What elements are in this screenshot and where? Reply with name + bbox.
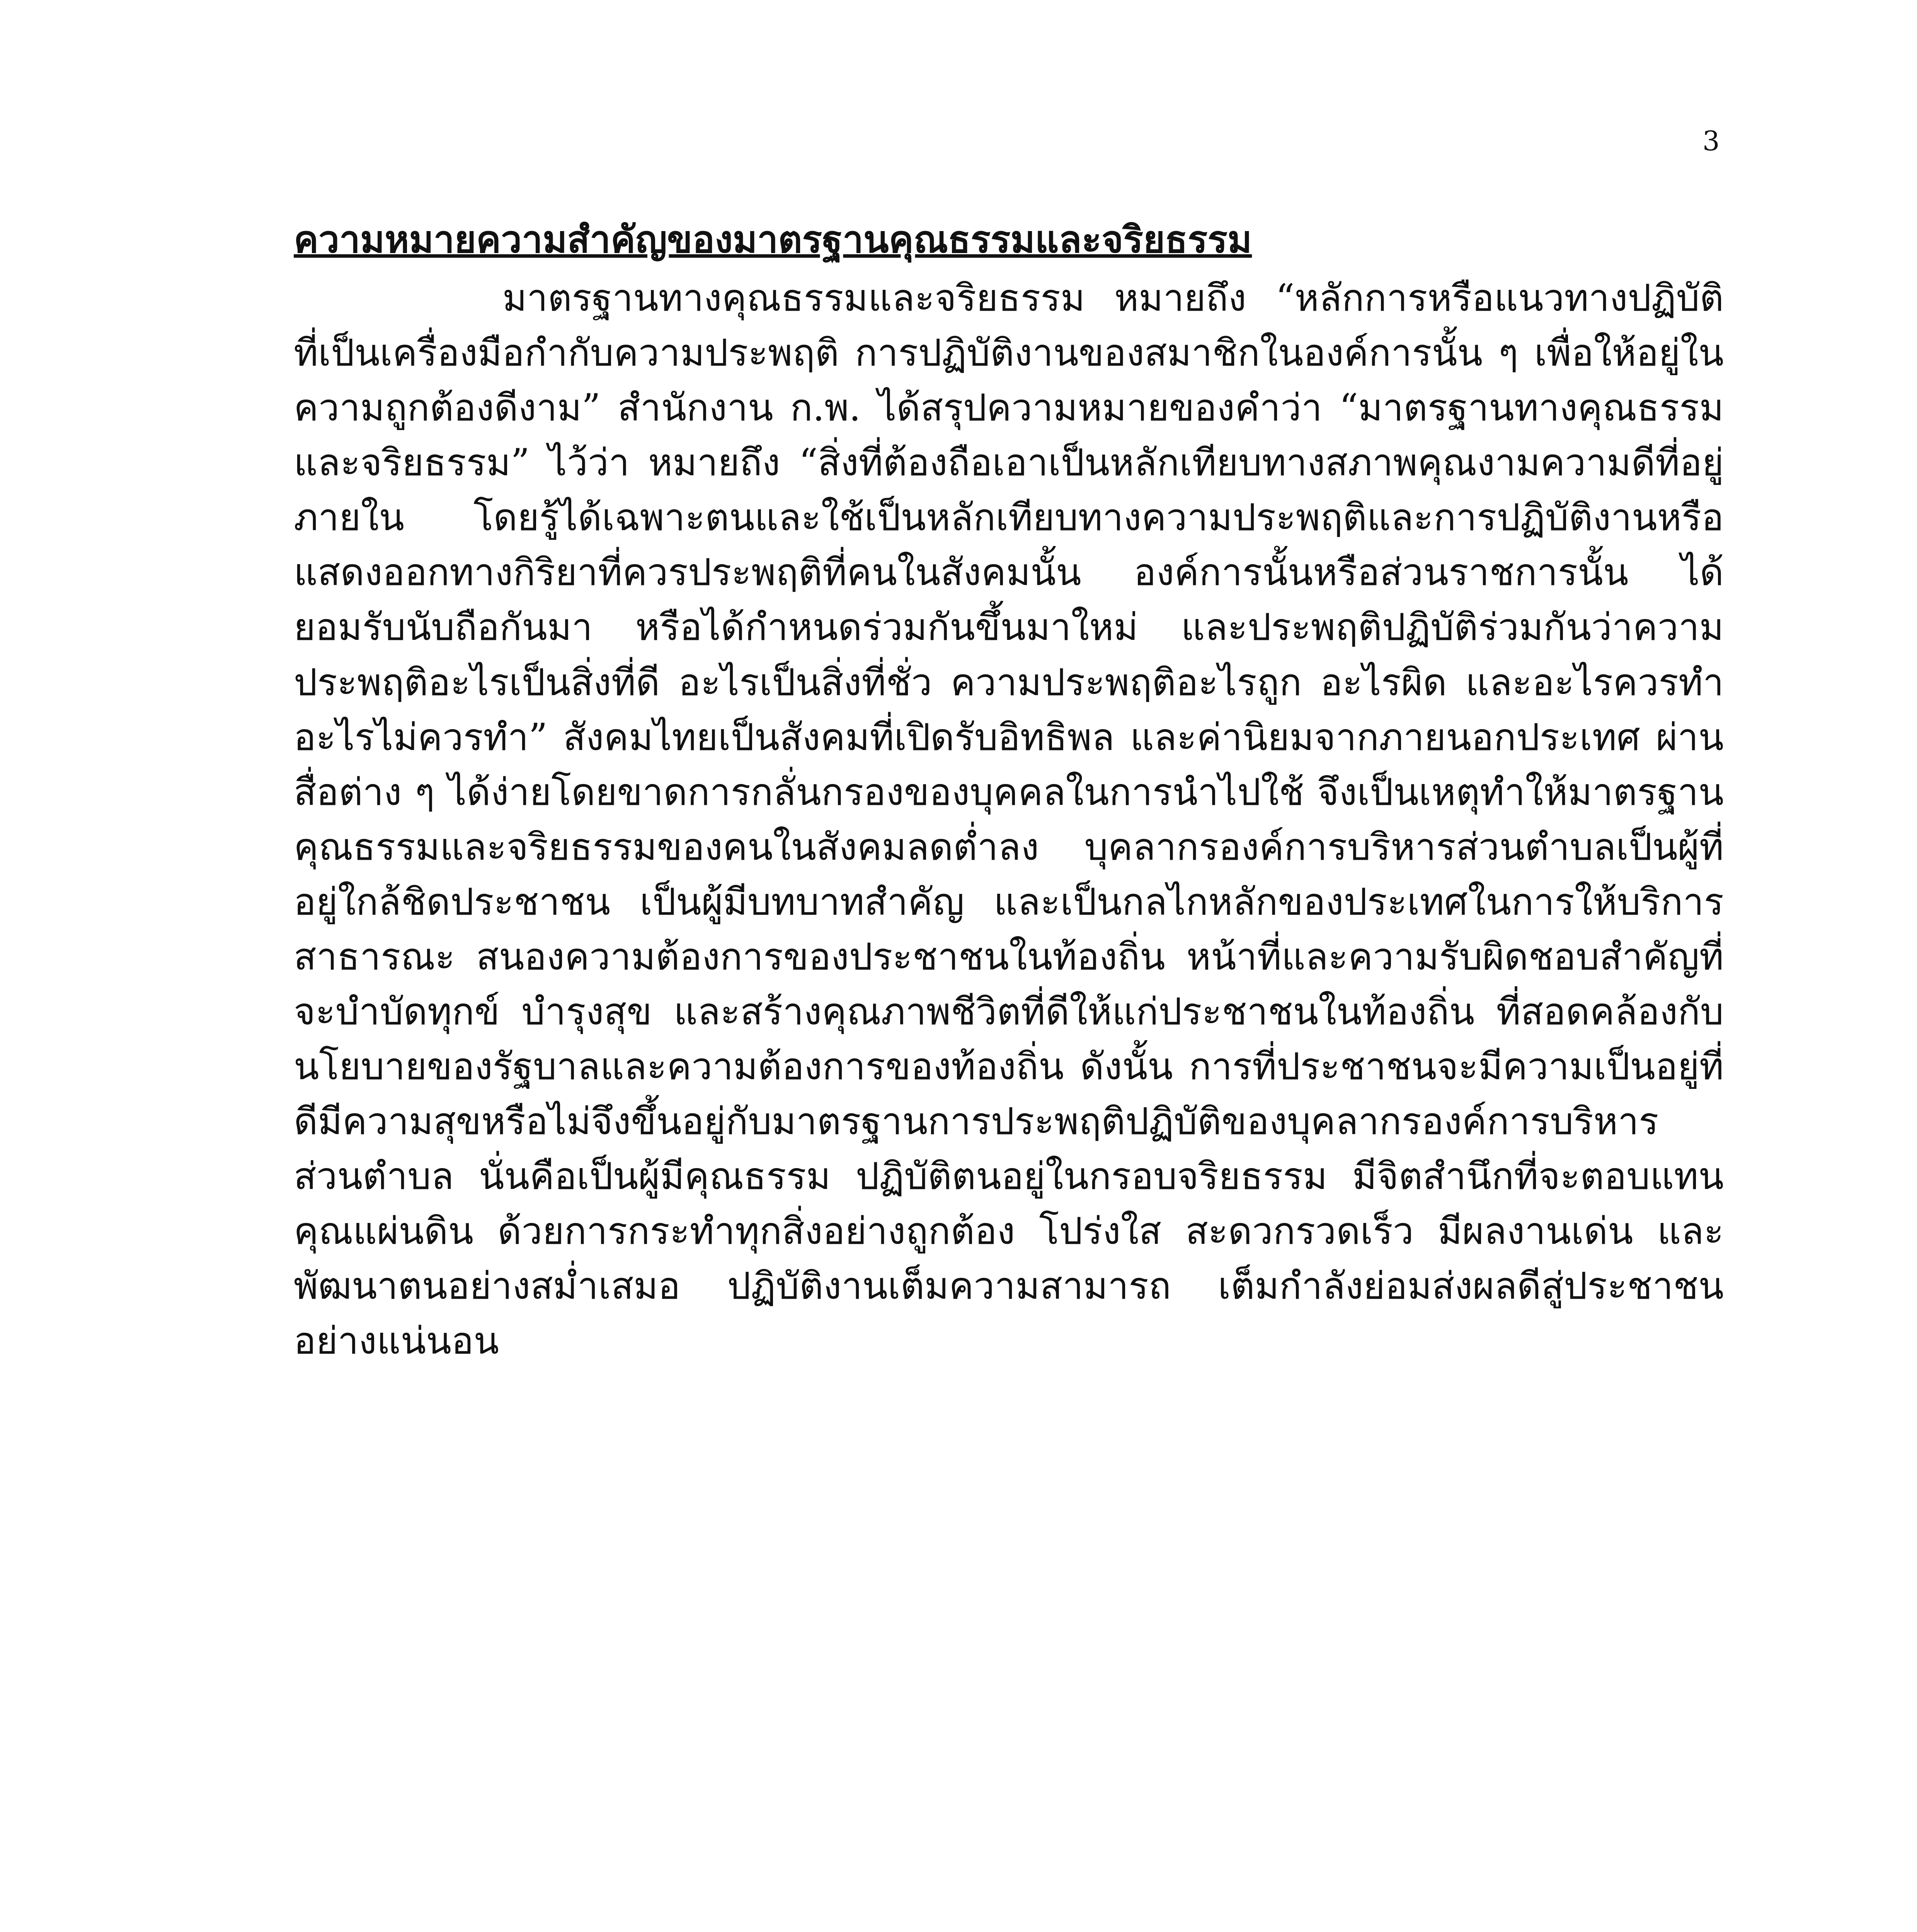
section-paragraph: มาตรฐานทางคุณธรรมและจริยธรรม หมายถึง “หลักการหรือแนวทางปฏิบัติ ที่เป็นเครื่องมือกำกับความประพฤติ การปฏิบัติงานของสมาชิกในองค์การนั้น ๆ เพื่อให้อยู่ในความถูกต้องดีงาม” สำนักงาน ก.พ. ได้สรุปความหมายของคำว่า “มาตรฐานทางคุณธรรมและจริยธรรม” ไว้ว่า หมายถึง “สิ่งที่ต้องถือเอาเป็นหลักเทียบทางสภาพคุณงามความดีที่อยู่ภายใน โดยรู้ได้เฉพาะตนและใช้เป็นหลักเทียบทางความประพฤติและการปฏิบัติงานหรือแสดงออกทางกิริยาที่ควรประพฤติที่คนในสังคมนั้น องค์การนั้นหรือส่วนราชการนั้น ได้ยอมรับนับถือกันมา หรือได้กำหนดร่วมกันขึ้นมาใหม่ และประพฤติปฏิบัติร่วมกันว่าความประพฤติอะไรเป็นสิ่งที่ดี อะไรเป็นสิ่งที่ชั่ว ความประพฤติอะไรถูก อะไรผิด และอะไรควรทำ อะไรไม่ควรทำ” สังคมไทยเป็นสังคมที่เปิดรับอิทธิพล และค่านิยมจากภายนอกประเทศ ผ่านสื่อต่าง ๆ ได้ง่ายโดยขาดการกลั่นกรองของบุคคลในการนำไปใช้ จึงเป็นเหตุทำให้มาตรฐานคุณธรรมและจริยธรรมของคนในสังคมลดต่ำลง บุคลากรองค์การบริหารส่วนตำบลเป็นผู้ที่อยู่ใกล้ชิดประชาชน เป็นผู้มีบทบาทสำคัญ และเป็นกลไกหลักของประเทศในการให้บริการสาธารณะ สนองความต้องการของประชาชนในท้องถิ่น หน้าที่และความรับผิดชอบสำคัญที่จะบำบัดทุกข์ บำรุงสุข และสร้างคุณภาพชีวิตที่ดีให้แก่ประชาชนในท้องถิ่น ที่สอดคล้องกับนโยบายของรัฐบาลและความต้องการของท้องถิ่น ดังนั้น การที่ประชาชนจะมีความเป็นอยู่ที่ดีมีความสุขหรือไม่จึงขึ้นอยู่กับมาตรฐานการประพฤติปฏิบัติของบุคลากรองค์การบริหารส่วนตำบล นั่นคือเป็นผู้มีคุณธรรม ปฏิบัติตนอยู่ในกรอบจริยธรรม มีจิตสำนึกที่จะตอบแทนคุณแผ่นดิน ด้วยการกระทำทุกสิ่งอย่างถูกต้อง โปร่งใส สะดวกรวดเร็ว มีผลงานเด่น และพัฒนาตนอย่างสม่ำเสมอ ปฏิบัติงานเต็มความสามารถ เต็มกำลังย่อมส่งผลดีสู่ประชาชนอย่างแน่นอน (294, 276, 1724, 1363)
page-number: 3 (1702, 125, 1720, 157)
document-body (294, 216, 1724, 1369)
section-heading: ความหมายความสำคัญของมาตรฐานคุณธรรมและจริยธรรม (294, 218, 1252, 261)
section-meaning-importance (294, 216, 1724, 1369)
